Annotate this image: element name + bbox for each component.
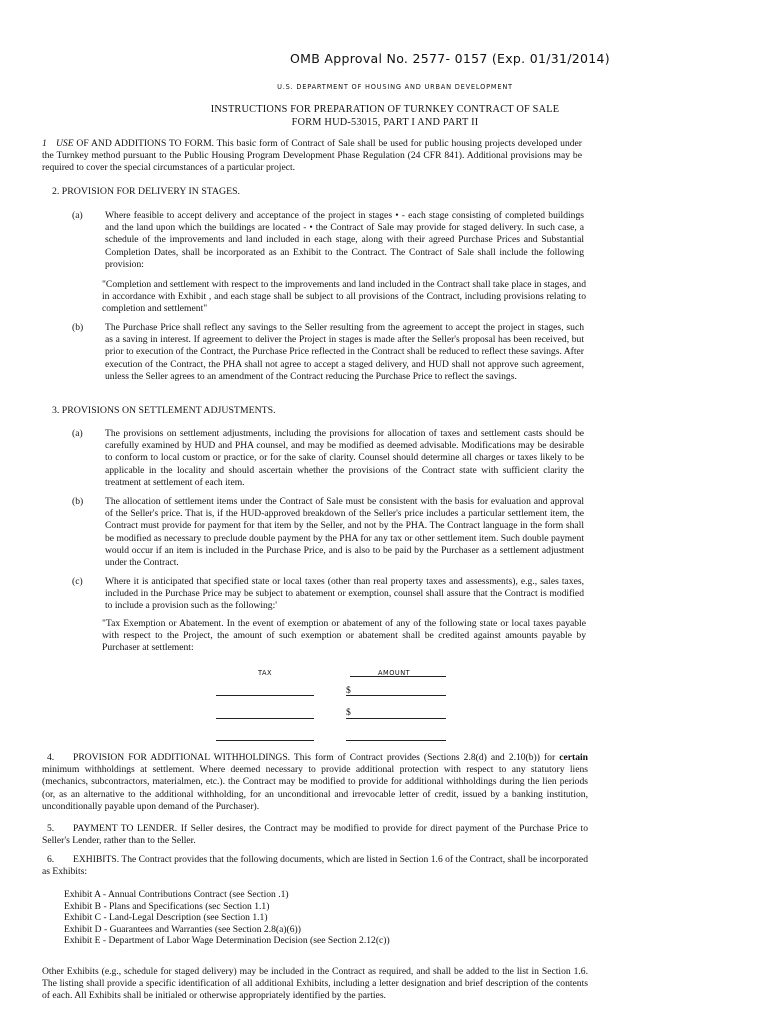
section-4-text-before: PROVISION FOR ADDITIONAL WITHHOLDINGS. This form of Contract provides (Sections 2.8(d) and 2.10(b)) for <box>73 752 560 763</box>
section-5-text: PAYMENT TO LENDER. If Seller desires, the Contract may be modified to provide for direct payment of the Purchase Price to Seller's Lender, rather than to the Seller. <box>42 823 588 847</box>
section-6-text: EXHIBITS. The Contract provides that the following documents, which are listed in Section 1.6 of the Contract, shall be incorporated as Exhibits: <box>42 854 588 878</box>
section-3a <box>72 428 584 489</box>
department-name: U.S. DEPARTMENT OF HOUSING AND URBAN DEVELOPMENT <box>277 83 513 91</box>
section-1-use <box>42 138 582 175</box>
exhibit-item: Exhibit D - Guarantees and Warranties (see Section 2.8(a)(6)) <box>64 923 301 935</box>
amount-header-underline <box>350 676 446 677</box>
section-3-heading: 3. PROVISIONS ON SETTLEMENT ADJUSTMENTS. <box>52 405 276 416</box>
section-2b-text: The Purchase Price shall reflect any savings to the Seller resulting from the agreement to accept the project in stages, such as a saving in interest. If agreement to deliver the Project in stages is made after the Seller's proposal has been received, but prior to execution of the Contract, the Purchase Price reflected in the Contract shall be reduced to reflect these savings. After execution of the Contract, the PHA shall not agree to accept a staged delivery, and HUD shall not approve such agreement, unless the Seller agrees to an amendment of the Contract reducing the Purchase Price to reflect the savings. <box>105 322 584 382</box>
amount-blank-line-1 <box>346 695 446 696</box>
section-1-number: 1 <box>42 138 47 149</box>
amount-blank-line-2 <box>346 718 446 719</box>
section-2-quote: "Completion and settlement with respect to the improvements and land included in the Contract shall take place in stages, and in accordance with Exhibit , and each stage shall be subject to all provisions of the Contract, including provisions relating to completion and settlement" <box>102 279 586 315</box>
section-2a-text: Where feasible to accept delivery and acceptance of the project in stages • - each stage consisting of completed buildings and the land upon which the buildings are located - • the Contract of Sale may provide for staged delivery. In such case, a schedule of the improvements and land included in each stage, along with their agreed Purchase Prices and Substantial Completion Dates, shall be incorporated as an Exhibit to the Contract. The Contract of Sale shall include the following provision: <box>105 210 584 270</box>
omb-approval-number: OMB Approval No. 2577- 0157 (Exp. 01/31/2014) <box>290 51 610 66</box>
section-2a <box>72 210 584 271</box>
amount-dollar-sign-1: $ <box>346 685 351 696</box>
section-3b <box>72 496 584 569</box>
exhibit-list <box>64 889 564 947</box>
tax-blank-line-3 <box>216 740 314 741</box>
amount-dollar-sign-2: $ <box>346 707 351 718</box>
section-5-payment-to-lender <box>42 823 588 847</box>
exhibit-item: Exhibit A - Annual Contributions Contract (see Section .1) <box>64 889 289 900</box>
exhibit-item: Exhibit E - Department of Labor Wage Determination Decision (see Section 2.12(c)) <box>64 935 390 947</box>
section-4-number: 4. <box>47 752 55 763</box>
section-4-bold-word: certain <box>559 752 588 763</box>
exhibit-item: Exhibit B - Plans and Specifications (sec Section 1.1) <box>64 900 270 912</box>
section-3b-text: The allocation of settlement items under the Contract of Sale must be consistent with the basis for evaluation and approval of the Seller's price. That is, if the HUD-approved breakdown of the Seller's price includes a particular settlement item, the Contract must provide for payment for that item by the Seller, and not by the PHA. The Contract language in the form shall be modified as necessary to preclude double payment by the PHA for any tax or other settlement item. Such double payment would occur if an item is included in the Purchase Price, and is also to be paid by the Purchaser as a settlement adjustment under the Contract. <box>105 496 584 569</box>
amount-column-label: AMOUNT <box>378 669 411 677</box>
section-2-heading: 2. PROVISION FOR DELIVERY IN STAGES. <box>52 186 240 197</box>
section-3c-text: Where it is anticipated that specified state or local taxes (other than real property taxes and assessments), e.g., sales taxes, included in the Purchase Price may be subject to abatement or exemption, counsel shall assure that the Contract is modified to include a provision such as the following:' <box>105 576 584 612</box>
section-3b-tag: (b) <box>72 496 84 507</box>
tax-blank-line-2 <box>216 718 314 719</box>
section-4-text-after: minimum withholdings at settlement. Where deemed necessary to provide additional protection with respect to any statutory liens (mechanics, subcontractors, materialmen, etc.). the Contract may be modified to provide for additional withholdings during the lien periods (or, as an alternative to the additional withholding, for an unconditional and irrevocable letter of credit, issued by a banking institution, unconditionally payable upon demand of the Purchaser). <box>42 764 588 812</box>
form-number-title: FORM HUD-53015, PART I AND PART II <box>291 117 479 128</box>
section-3a-tag: (a) <box>72 428 83 439</box>
document-title: INSTRUCTIONS FOR PREPARATION OF TURNKEY CONTRACT OF SALE <box>210 104 560 115</box>
section-1-text: OF AND ADDITIONS TO FORM. This basic form of Contract of Sale shall be used for public housing projects developed under the Turnkey method pursuant to the Public Housing Program Development Phase Regulation (24 CFR 841). Additional provisions may be required to cover the special circumstances of a particular project. <box>42 138 582 174</box>
section-2a-tag: (a) <box>72 210 83 221</box>
section-3a-text: The provisions on settlement adjustments, including the provisions for allocation of taxes and settlement casts should be carefully examined by HUD and PHA counsel, and may be modified as deemed advisable. Modifications may be desirable to conform to local custom or practice, or for the sake of clarity. Counsel should determine all charges or taxes likely to be applicable in the locality and should ascertain whether the provisions of the Contract state with sufficient clarity the treatment at settlement of each item. <box>105 428 584 488</box>
section-3-quote: "Tax Exemption or Abatement. In the event of exemption or abatement of any of the following state or local taxes payable with respect to the Project, the amount of such exemption or abatement shall be credited against amounts payable by Purchaser at settlement: <box>102 618 586 654</box>
section-5-number: 5. <box>47 823 55 834</box>
tax-blank-line-1 <box>216 695 314 696</box>
section-3c-tag: (c) <box>72 576 83 587</box>
section-4-withholdings <box>42 752 588 813</box>
section-2b-tag: (b) <box>72 322 84 333</box>
section-3c <box>72 576 584 613</box>
exhibit-item: Exhibit C - Land-Legal Description (see Section 1.1) <box>64 912 268 924</box>
section-1-label: USE <box>56 138 74 149</box>
section-6-exhibits <box>42 854 588 878</box>
section-6-closing: Other Exhibits (e.g., schedule for staged delivery) may be included in the Contract as required, and shall be added to the list in Section 1.6. The listing shall provide a specific identification of all additional Exhibits, including a letter designation and brief description of the contents of each. All Exhibits shall be initialed or otherwise appropriately identified by the parties. <box>42 966 588 1002</box>
section-2b <box>72 322 584 383</box>
amount-blank-line-3 <box>346 740 446 741</box>
section-6-number: 6. <box>47 854 55 865</box>
tax-column-label: TAX <box>258 669 273 677</box>
